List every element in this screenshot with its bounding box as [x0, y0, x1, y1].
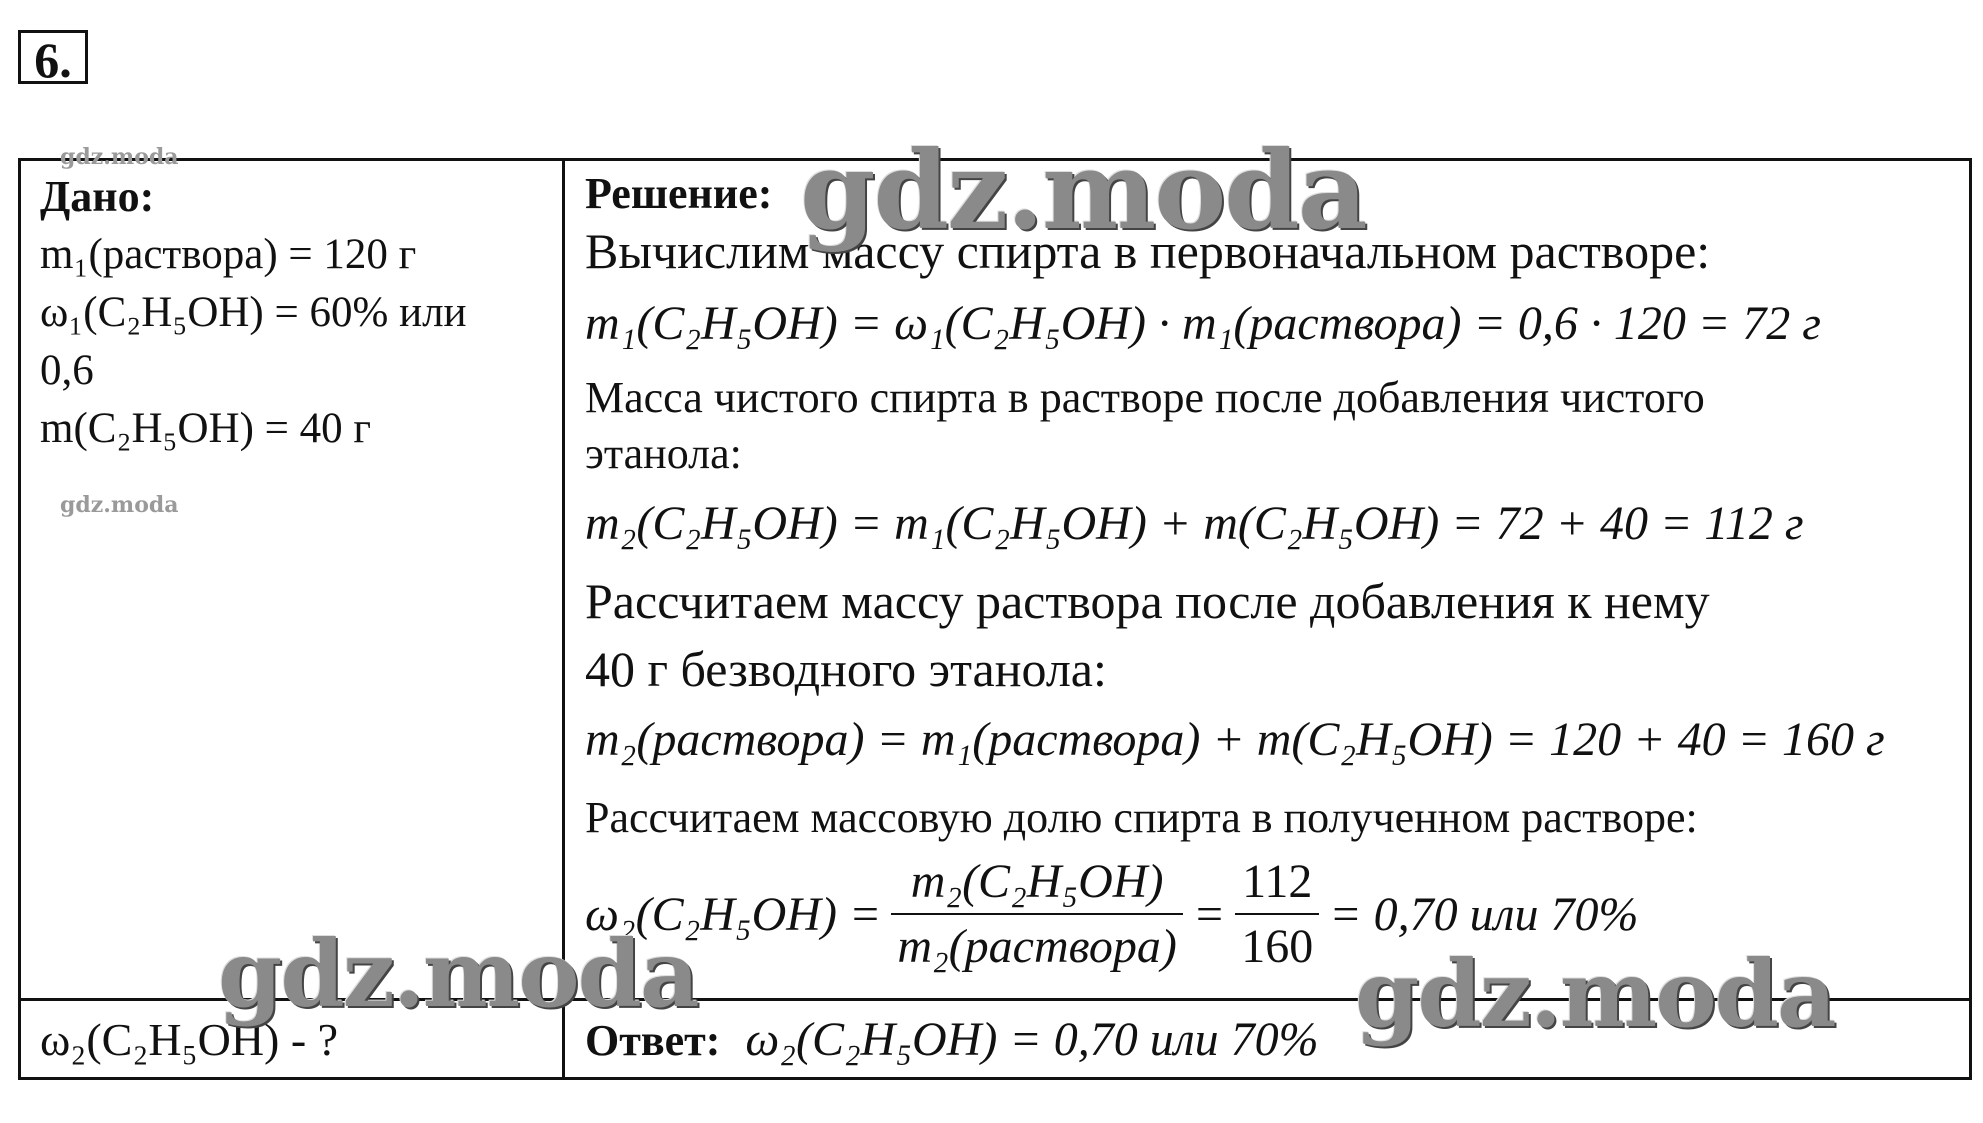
fraction-mass-ratio — [891, 854, 1183, 974]
equals-sign: = — [1192, 887, 1226, 941]
fraction-values — [1235, 854, 1319, 974]
problem-number: 6. — [18, 30, 88, 84]
given-line: m(C₂H₅OH) = 40 г — [40, 405, 372, 452]
step2-text-cont: этанола: — [585, 429, 742, 478]
answer-label: Ответ: — [585, 1016, 721, 1065]
step4-result: = 0,70 или 70% — [1329, 887, 1639, 941]
step4-lhs: ω₂(C₂H₅OH) = — [585, 887, 882, 941]
given-line: m₁(раствора) = 120 г — [40, 231, 417, 278]
given-header: Дано: — [40, 172, 155, 221]
find-section: ω₂(C₂H₅OH) - ? — [40, 1014, 339, 1065]
given-section — [40, 168, 550, 458]
fraction-denominator: m₂(раствора) — [891, 913, 1183, 974]
fraction-numerator: 112 — [1242, 855, 1313, 908]
step1-text: Вычислим массу спирта в первоначальном растворе: — [585, 223, 1711, 279]
fraction-denominator: 160 — [1235, 913, 1319, 974]
watermark-large: gdz.moda — [800, 128, 1366, 254]
given-line: ω₁(C₂H₅OH) = 60% или — [40, 289, 467, 336]
step2-formula: m₂(C₂H₅OH) = m₁(C₂H₅OH) + m(C₂H₅OH) = 72 + 40 = 112 г — [585, 497, 1804, 550]
step2-text: Масса чистого спирта в растворе после добавления чистого — [585, 373, 1705, 422]
step1-formula: m₁(C₂H₅OH) = ω₁(C₂H₅OH) · m₁(раствора) = 0,6 · 120 = 72 г — [585, 297, 1822, 350]
step3-text: Рассчитаем массу раствора после добавления к нему — [585, 573, 1710, 629]
watermark-small: gdz.moda — [60, 492, 179, 518]
watermark-small: gdz.moda — [60, 144, 179, 170]
watermark-large: gdz.moda — [1355, 940, 1835, 1048]
answer-value: ω₂(C₂H₅OH) = 0,70 или 70% — [745, 1013, 1319, 1066]
step3-text-cont: 40 г безводного этанола: — [585, 641, 1107, 697]
step3-formula: m₂(раствора) = m₁(раствора) + m(C₂H₅OH) = 120 + 40 = 160 г — [585, 713, 1885, 766]
given-line: 0,6 — [40, 347, 94, 394]
watermark-large: gdz.moda — [218, 920, 698, 1028]
solution-header: Решение: — [585, 169, 773, 218]
step4-text: Рассчитаем массовую долю спирта в полученном растворе: — [585, 793, 1698, 842]
fraction-numerator: m₂(C₂H₅OH) — [910, 855, 1164, 908]
